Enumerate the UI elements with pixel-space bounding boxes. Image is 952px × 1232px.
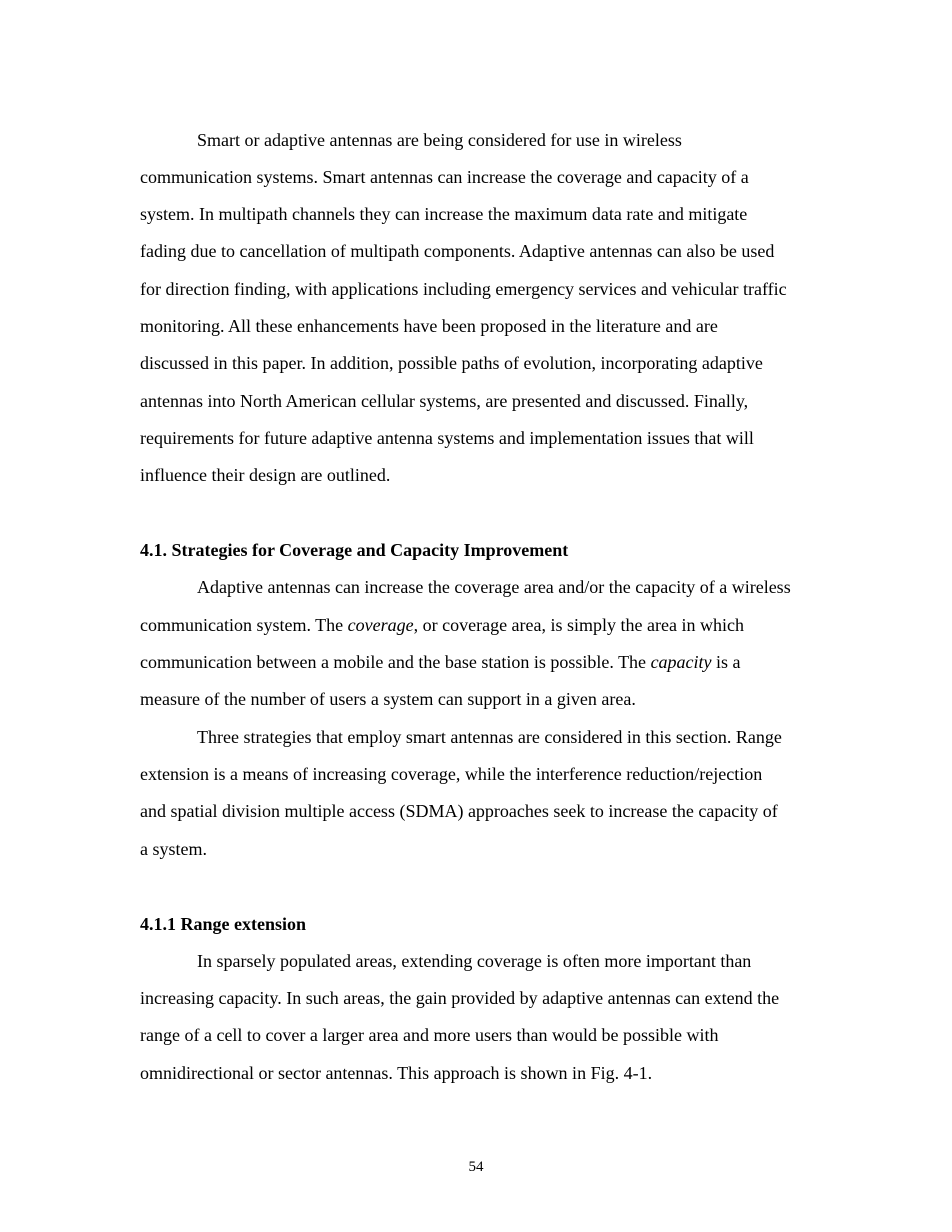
text-line (140, 614, 744, 636)
text-line: Adaptive antennas can increase the coverage area and/or the capacity of a wireless (197, 577, 791, 597)
text-run: communication system. The (140, 615, 348, 635)
text-line: range of a cell to cover a larger area and more users than would be possible with (140, 1025, 719, 1045)
page-number: 54 (468, 1159, 484, 1175)
text-line: antennas into North American cellular systems, are presented and discussed. Finally, (140, 391, 749, 411)
text-line: for direction finding, with applications including emergency services and vehicular traffic (140, 279, 787, 299)
text-line: requirements for future adaptive antenna systems and implementation issues that will (140, 428, 754, 448)
text-line: system. In multipath channels they can increase the maximum data rate and mitigate (140, 204, 748, 224)
text-line: Three strategies that employ smart antennas are considered in this section. Range (197, 727, 782, 747)
emphasized-term: coverage (347, 615, 414, 635)
text-line: and spatial division multiple access (SDMA) approaches seek to increase the capacity of (140, 801, 778, 821)
subsection-heading: 4.1.1 Range extension (140, 914, 306, 934)
text-line: communication systems. Smart antennas can increase the coverage and capacity of a (140, 167, 749, 187)
text-line: extension is a means of increasing coverage, while the interference reduction/rejection (140, 764, 763, 784)
text-line: In sparsely populated areas, extending coverage is often more important than (197, 951, 752, 971)
text-line: a system. (140, 839, 207, 859)
text-line: influence their design are outlined. (140, 465, 391, 485)
emphasized-term: capacity (650, 652, 712, 672)
text-run: communication between a mobile and the base station is possible. The (140, 652, 651, 672)
text-line: Smart or adaptive antennas are being considered for use in wireless (197, 130, 682, 150)
text-line: measure of the number of users a system can support in a given area. (140, 689, 636, 709)
text-line: fading due to cancellation of multipath components. Adaptive antennas can also be used (140, 241, 775, 261)
text-line (140, 651, 741, 673)
text-line: increasing capacity. In such areas, the gain provided by adaptive antennas can extend the (140, 988, 780, 1008)
text-line: monitoring. All these enhancements have been proposed in the literature and are (140, 316, 718, 336)
text-line: discussed in this paper. In addition, possible paths of evolution, incorporating adaptive (140, 353, 763, 373)
text-run: is a (711, 652, 741, 672)
text-run: , or coverage area, is simply the area in which (413, 615, 744, 635)
section-heading: 4.1. Strategies for Coverage and Capacity Improvement (140, 540, 569, 560)
text-line: omnidirectional or sector antennas. This approach is shown in Fig. 4-1. (140, 1063, 653, 1083)
